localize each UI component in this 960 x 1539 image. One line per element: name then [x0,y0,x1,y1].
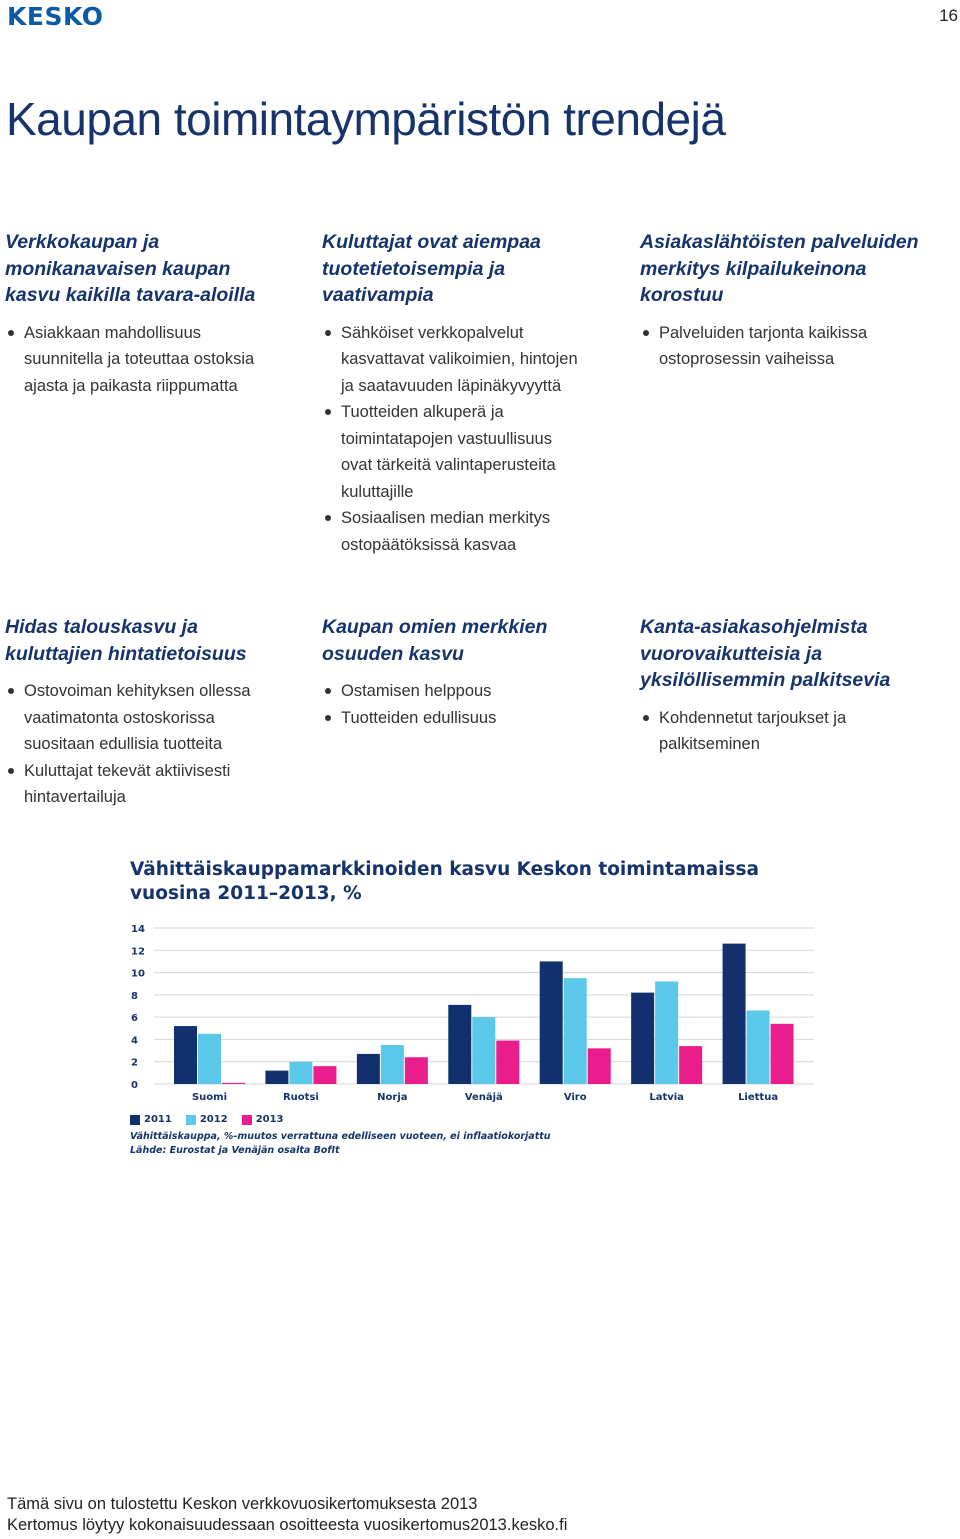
bar-2012-latvia [655,981,678,1084]
legend-item [186,1114,228,1125]
chart-note-line: Vähittäiskauppa, %-muutos verrattuna edelliseen vuoteen, ei inflaatiokorjattu [130,1131,551,1142]
bullet-icon [8,688,14,694]
trend-heading-line: Asiakaslähtöisten palveluiden [640,231,919,253]
trend-bullet-list [5,678,315,811]
bullet-icon [8,768,14,774]
page-number: 16 [939,6,958,25]
x-tick-label: Venäjä [464,1092,503,1103]
bar-2013-ruotsi [313,1066,336,1084]
bar-2013-viro [588,1048,611,1084]
trend-bullet-line: Tuotteiden edullisuus [341,708,497,727]
trend-bullet-line: Kohdennetut tarjoukset ja [659,708,847,727]
trend-bullet-line: ovat tärkeitä valintaperusteita [341,456,556,474]
trend-bullet-list [322,320,632,559]
trend-bullet-line: Tuotteiden alkuperä ja [341,403,504,421]
legend-label: 2011 [144,1114,172,1125]
trend-heading-line: kasvu kaikilla tavara-aloilla [5,284,256,306]
legend-item [130,1114,172,1125]
trend-heading-line: Verkkokaupan ja [5,231,160,253]
x-tick-label: Viro [563,1092,587,1103]
bar-2013-latvia [679,1046,702,1084]
trend-heading [640,614,950,694]
x-tick-label: Suomi [191,1092,228,1103]
trend-bullet [322,320,632,400]
y-tick-label: 0 [131,1080,138,1091]
trend-bullet [322,505,632,558]
trend-bullet-line: hintavertailuja [24,788,126,806]
bullet-icon [325,688,331,694]
trend-bullet-line: ja saatavuuden läpinäkyvyyttä [341,376,562,395]
trend-bullet-line: ajasta ja paikasta riippumatta [24,376,238,395]
chart-title-line: Vähittäiskauppamarkkinoiden kasvu Keskon toimintamaissa [130,859,759,880]
trend-slow-growth [5,614,315,811]
trend-bullet-line: toimintatapojen vastuullisuus [341,429,552,448]
trend-bullet-line: Sosiaalisen median merkitys [341,509,551,527]
trend-heading [5,229,315,309]
y-tick-label: 10 [131,968,145,980]
bar-2013-liettua [771,1024,794,1084]
trend-heading-line: kuluttajien hintatietoisuus [5,642,247,665]
bar-2011-suomi [174,1026,197,1084]
trend-heading-line: vuorovaikutteisia ja [640,642,823,665]
bullet-icon [325,515,331,521]
trend-bullet [322,399,632,505]
trend-heading-line: merkitys kilpailukeinona [640,257,867,280]
trend-aware-consumers [322,229,632,558]
trend-bullet [322,678,632,705]
trend-private-labels [322,614,632,731]
trend-bullet-list [5,320,315,400]
chart-note [130,1130,551,1158]
trend-online-commerce [5,229,315,399]
trend-heading [640,229,950,309]
bullet-icon [325,330,331,336]
trend-bullet-line: vaatimatonta ostoskorissa [24,708,215,727]
trend-bullet-line: palkitseminen [659,735,760,753]
bullet-icon [643,330,649,336]
trend-heading-line: Kuluttajat ovat aiempaa [322,231,541,253]
y-tick-label: 6 [131,1013,138,1025]
trend-heading-line: yksilöllisemmin palkitsevia [640,669,891,691]
bullet-icon [643,715,649,721]
bar-2013-suomi [222,1083,245,1084]
trend-bullet [5,678,315,758]
bullet-icon [325,715,331,721]
trend-bullet [5,758,315,811]
bar-2012-venäjä [472,1017,495,1084]
trend-bullet-list [640,320,950,373]
chart-legend [130,1114,284,1125]
legend-swatch [186,1115,196,1125]
legend-swatch [242,1115,252,1125]
bar-2011-venäjä [448,1005,471,1084]
trend-loyalty-programs [640,614,950,758]
bullet-icon [8,330,14,336]
chart-title-line: vuosina 2011–2013, % [130,883,362,904]
trend-heading [322,229,632,309]
y-tick-label: 4 [131,1035,138,1047]
y-tick-label: 8 [131,990,138,1002]
trend-bullet-line: Palveluiden tarjonta kaikissa [659,323,868,342]
x-tick-label: Liettua [738,1092,779,1103]
chart-plot [128,856,828,1111]
trend-bullet [640,705,950,758]
trend-heading-line: Hidas talouskasvu ja [5,616,198,638]
bar-2012-liettua [747,1010,770,1084]
trend-heading-line: Kaupan omien merkkien [322,616,548,638]
trend-bullet-line: Ostamisen helppous [341,682,492,700]
trend-bullet-line: Ostovoiman kehityksen ollessa [24,682,251,700]
trend-bullet-line: Sähköiset verkkopalvelut [341,323,524,342]
trend-heading [322,614,632,667]
trend-heading-line: osuuden kasvu [322,642,464,665]
trend-bullet [640,320,950,373]
x-tick-label: Ruotsi [282,1092,319,1103]
bar-2011-liettua [723,944,746,1084]
trend-bullet-line: ostoprosessin vaiheissa [659,350,835,368]
trend-bullet-line: suunnitella ja toteuttaa ostoksia [24,350,255,368]
trend-bullet-line: Asiakkaan mahdollisuus [24,323,202,342]
trend-heading-line: Kanta-asiakasohjelmista [640,616,868,638]
legend-label: 2013 [255,1114,284,1125]
trend-heading [5,614,315,667]
bar-2011-latvia [631,993,654,1084]
x-tick-label: Norja [377,1092,408,1103]
trend-bullet [5,320,315,400]
trend-bullet-line: Kuluttajat tekevät aktiivisesti [24,761,231,780]
trend-bullet-list [640,705,950,758]
y-tick-label: 14 [131,924,145,935]
bar-2013-norja [405,1057,428,1084]
legend-swatch [130,1115,140,1125]
trend-bullet-line: kasvattavat valikoimien, hintojen [341,350,578,368]
legend-label: 2012 [199,1114,228,1125]
trend-bullet-line: ostopäätöksissä kasvaa [341,535,517,554]
bullet-icon [325,409,331,415]
trend-bullet-list [322,678,632,731]
bar-2012-viro [564,978,587,1084]
trend-bullet-line: kuluttajille [341,482,414,501]
trend-heading-line: vaativampia [322,284,434,306]
trend-bullet [322,705,632,732]
bar-2013-venäjä [496,1041,519,1084]
trend-heading-line: korostuu [640,284,724,306]
trend-heading-line: tuotetietoisempia ja [322,257,506,280]
bar-2012-suomi [198,1034,221,1084]
legend-item [242,1114,284,1125]
bar-2011-norja [357,1054,380,1084]
bar-2012-ruotsi [289,1062,312,1084]
footer-line: Tämä sivu on tulostettu Keskon verkkovuosikertomuksesta 2013 [7,1495,478,1513]
trend-bullet-line: suositaan edullisia tuotteita [24,735,223,753]
y-tick-label: 2 [131,1057,138,1069]
chart-note-line: Lähde: Eurostat ja Venäjän osalta BofIt [130,1145,340,1156]
print-footer [7,1494,567,1536]
x-tick-label: Latvia [649,1092,684,1103]
footer-line: Kertomus löytyy kokonaisuudessaan osoitteesta vuosikertomus2013.kesko.fi [7,1516,568,1534]
kesko-logo: KESKO [7,2,104,31]
page-title: Kaupan toimintaympäristön trendejä [6,93,726,145]
bar-2012-norja [381,1045,404,1084]
bar-2011-ruotsi [265,1071,288,1084]
trend-heading-line: monikanavaisen kaupan [5,257,231,280]
trend-customer-services [640,229,950,373]
retail-growth-chart [128,856,828,1161]
bar-2011-viro [540,961,563,1084]
y-tick-label: 12 [131,946,145,958]
